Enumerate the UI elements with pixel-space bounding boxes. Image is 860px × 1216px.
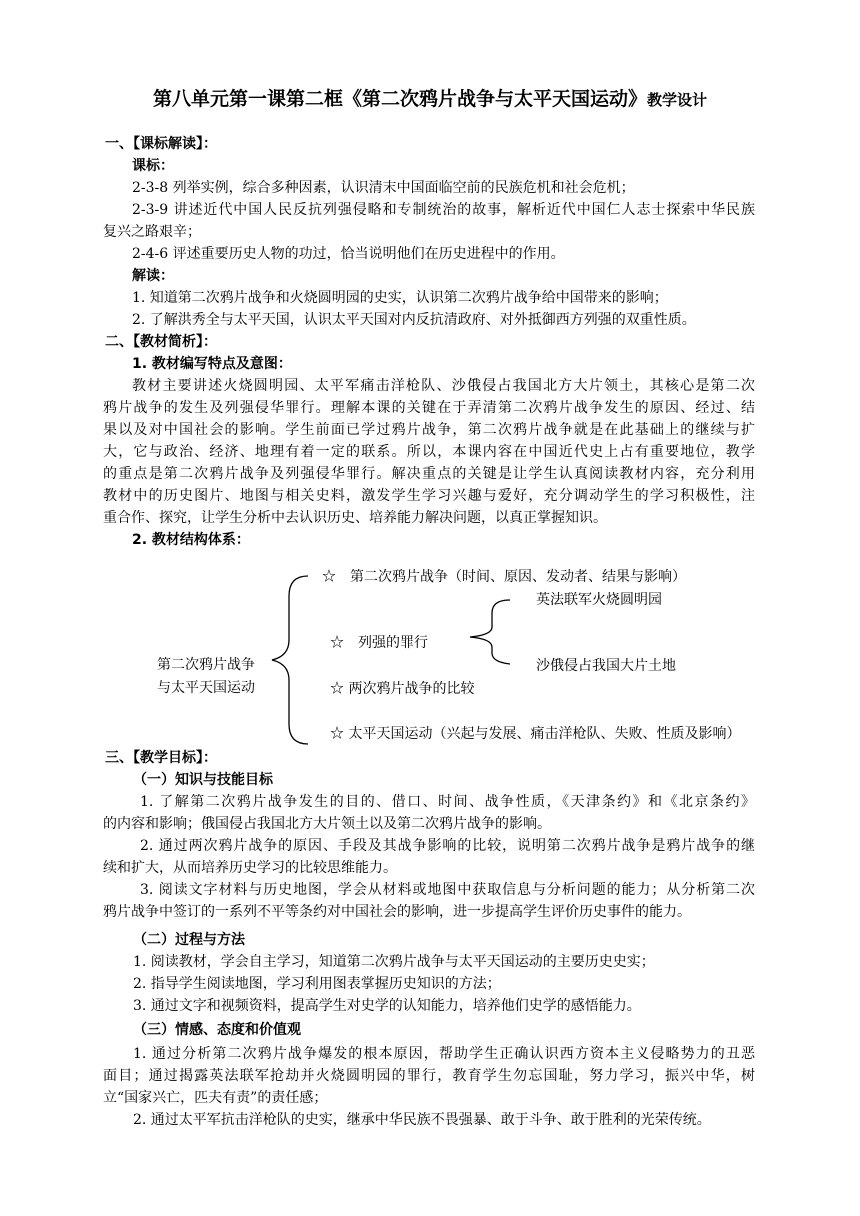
structure-branch-4: ☆ 太平天国运动（兴起与发展、痛击洋枪队、失败、性质及影响） (330, 726, 741, 742)
title-suffix: 教学设计 (647, 91, 708, 109)
structure-branch-2: ☆ 列强的罪行 (330, 635, 428, 651)
sub-brace (470, 600, 510, 664)
structure-subbranch-2: 沙俄侵占我国大片土地 (536, 658, 676, 674)
section-3-heading: 三、【教学目标】： (105, 750, 217, 766)
textbook-features-heading: 1. 教材编写特点及意图： (132, 356, 292, 372)
structure-branch-1: ☆ 第二次鸦片战争（时间、原因、发动者、结果与影响） (322, 569, 686, 585)
goal-knowledge-heading: （一）知识与技能目标 (133, 772, 273, 788)
values-item-1-line-1: 1. 通过分析第二次鸦片战争爆发的根本原因，帮助学生正确认识西方资本主义侵略势力的丑恶 (133, 1046, 755, 1062)
kebiao-item-2-line-1: 2-3-9 讲述近代中国人民反抗列强侵略和专制统治的故事，解析近代中国仁人志士探索中华民族 (132, 202, 755, 218)
document-title (0, 84, 860, 111)
kebiao-item-3: 2-4-6 评述重要历史人物的功过，恰当说明他们在历史进程中的作用。 (132, 246, 565, 262)
knowledge-item-2-line-2: 续和扩大，从而培养历史学习的比较思维能力。 (103, 860, 397, 876)
jiedu-item-2: 2. 了解洪秀全与太平天国，认识太平天国对内反抗清政府、对外抵御西方列强的双重性质。 (132, 312, 696, 328)
features-paragraph-line-4: 大，它与政治、经济、地理有着一定的联系。所以，本课内容在中国近代史上占有重要地位，教学 (103, 444, 755, 460)
structure-root-line-1: 第二次鸦片战争 (157, 657, 255, 673)
main-brace (272, 576, 308, 744)
structure-root-line-2: 与太平天国运动 (157, 680, 255, 696)
features-paragraph-line-5: 的重点是第二次鸦片战争及列强侵华罪行。解决重点的关键是让学生认真阅读教材内容，充分利用 (103, 466, 755, 482)
features-paragraph-line-2: 鸦片战争的发生及列强侵华罪行。理解本课的关键在于弄清第二次鸦片战争发生的原因、经过、结 (103, 400, 755, 416)
jiedu-item-1: 1. 知道第二次鸦片战争和火烧圆明园的史实，认识第二次鸦片战争给中国带来的影响； (132, 290, 668, 306)
features-paragraph-line-6: 教材中的历史图片、地图与相关史料，激发学生学习兴趣与爱好，充分调动学生的学习积极性，注 (103, 488, 755, 504)
process-item-3: 3. 通过文字和视频资料，提高学生对史学的认知能力，培养他们史学的感悟能力。 (133, 998, 641, 1014)
jiedu-label: 解读： (132, 268, 174, 284)
knowledge-item-1-line-2: 的内容和影响；俄国侵占我国北方大片领土以及第二次鸦片战争的影响。 (103, 816, 551, 832)
values-item-1-line-2: 面目；通过揭露英法联军抢劫并火烧圆明园的罪行，教育学生勿忘国耻，努力学习，振兴中华，树 (103, 1068, 755, 1084)
kebiao-label: 课标： (132, 158, 174, 174)
structure-branch-3: ☆ 两次鸦片战争的比较 (330, 681, 475, 697)
process-item-2: 2. 指导学生阅读地图，学习利用图表掌握历史知识的方法； (133, 976, 501, 992)
kebiao-item-2-line-2: 复兴之路艰辛； (103, 224, 201, 240)
section-1-heading: 一、【课标解读】： (105, 136, 217, 152)
structure-heading: 2. 教材结构体系： (132, 532, 250, 548)
features-paragraph-line-1: 教材主要讲述火烧圆明园、太平军痛击洋枪队、沙俄侵占我国北方大片领土，其核心是第二次 (132, 378, 755, 394)
knowledge-item-3-line-1: 3. 阅读文字材料与历史地图，学会从材料或地图中获取信息与分析问题的能力；从分析第二次 (140, 882, 755, 898)
knowledge-item-1-line-1: 1. 了解第二次鸦片战争发生的目的、借口、时间、战争性质，《天津条约》和《北京条约》 (140, 794, 755, 810)
values-item-2: 2. 通过太平军抗击洋枪队的史实，继承中华民族不畏强暴、敢于斗争、敢于胜利的光荣传统。 (133, 1112, 711, 1128)
goal-values-heading: （三）情感、态度和价值观 (133, 1022, 301, 1038)
title-main: 第八单元第一课第二框《第二次鸦片战争与太平天国运动》 (152, 88, 647, 110)
goal-process-heading: （二）过程与方法 (133, 932, 245, 948)
features-paragraph-line-7: 重合作、探究，让学生分析中去认识历史、培养能力解决问题，以真正掌握知识。 (103, 510, 607, 526)
features-paragraph-line-3: 果以及对中国社会的影响。学生前面已学过鸦片战争，第二次鸦片战争就是在此基础上的继续与扩 (103, 422, 755, 438)
knowledge-item-3-line-2: 鸦片战争中签订的一系列不平等条约对中国社会的影响，进一步提高学生评价历史事件的能力。 (103, 904, 691, 920)
section-2-heading: 二、【教材简析】： (105, 334, 217, 350)
kebiao-item-1: 2-3-8 列举实例，综合多种因素，认识清末中国面临空前的民族危机和社会危机； (132, 180, 635, 196)
process-item-1: 1. 阅读教材，学会自主学习，知道第二次鸦片战争与太平天国运动的主要历史史实； (133, 954, 655, 970)
knowledge-item-2-line-1: 2. 通过两次鸦片战争的原因、手段及其战争影响的比较，说明第二次鸦片战争是鸦片战争的继 (140, 838, 755, 854)
values-item-1-line-3: 立“国家兴亡，匹夫有责”的责任感； (103, 1090, 328, 1106)
structure-subbranch-1: 英法联军火烧圆明园 (536, 592, 662, 608)
